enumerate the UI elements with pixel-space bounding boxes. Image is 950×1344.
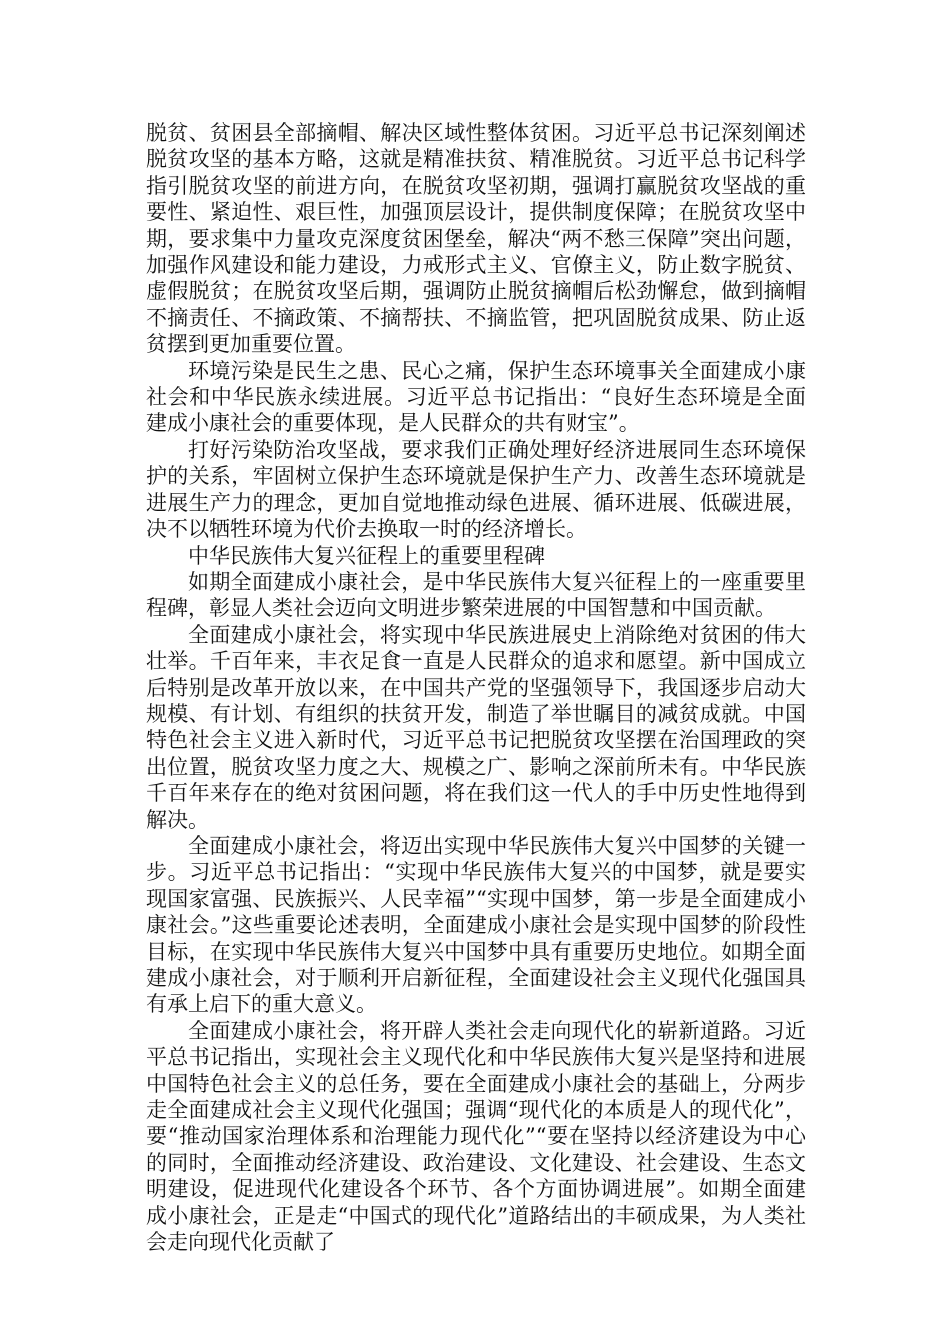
section-heading: 中华民族伟大复兴征程上的重要里程碑 [188, 543, 545, 568]
paragraph-chinese-dream: 全面建成小康社会，将迈出实现中华民族伟大复兴中国梦的关键一步。习近平总书记指出：“实现中华民族伟大复兴的中国梦，就是要实现国家富强、民族振兴、人民幸福”“实现中国梦，第一步是全面建成小康社会。”这些重要论述表明，全面建成小康社会是实现中国梦的阶段性目标，在实现中华民族伟大复兴中国梦中具有重要历史地位。如期全面建成小康社会，对于顺利开启新征程，全面建设社会主义现代化强国具有承上启下的重大意义。 [146, 833, 806, 1017]
paragraph-continued: 脱贫、贫困县全部摘帽、解决区域性整体贫困。习近平总书记深刻阐述脱贫攻坚的基本方略，这就是精准扶贫、精准脱贫。习近平总书记科学指引脱贫攻坚的前进方向，在脱贫攻坚初期，强调打赢脱贫攻坚战的重要性、紧迫性、艰巨性，加强顶层设计，提供制度保障；在脱贫攻坚中期，要求集中力量攻克深度贫困堡垒，解决“两不愁三保障”突出问题，加强作风建设和能力建设，力戒形式主义、官僚主义，防止数字脱贫、虚假脱贫；在脱贫攻坚后期，强调防止脱贫摘帽后松劲懈怠，做到摘帽不摘责任、不摘政策、不摘帮扶、不摘监管，把巩固脱贫成果、防止返贫摆到更加重要位置。 [146, 121, 806, 357]
paragraph-pollution: 打好污染防治攻坚战，要求我们正确处理好经济进展同生态环境保护的关系，牢固树立保护生态环境就是保护生产力、改善生态环境就是进展生产力的理念，更加自觉地推动绿色进展、循环进展、低碳进展，决不以牺牲环境为代价去换取一时的经济增长。 [146, 437, 806, 542]
paragraph-milestone: 如期全面建成小康社会，是中华民族伟大复兴征程上的一座重要里程碑，彰显人类社会迈向文明进步繁荣进展的中国智慧和中国贡献。 [146, 569, 806, 621]
paragraph-poverty: 全面建成小康社会，将实现中华民族进展史上消除绝对贫困的伟大壮举。千百年来，丰衣足食一直是人民群众的追求和愿望。新中国成立后特别是改革开放以来，在中国共产党的坚强领导下，我国逐步启动大规模、有计划、有组织的扶贫开发，制造了举世瞩目的减贫成就。中国特色社会主义进入新时代，习近平总书记把脱贫攻坚摆在治国理政的突出位置，脱贫攻坚力度之大、规模之广、影响之深前所未有。中华民族千百年来存在的绝对贫困问题，将在我们这一代人的手中历史性地得到解决。 [146, 622, 806, 832]
paragraph-environment: 环境污染是民生之患、民心之痛，保护生态环境事关全面建成小康社会和中华民族永续进展。习近平总书记指出：“良好生态环境是全面建成小康社会的重要体现，是人民群众的共有财宝”。 [146, 358, 806, 436]
paragraph-modernization: 全面建成小康社会，将开辟人类社会走向现代化的崭新道路。习近平总书记指出，实现社会主义现代化和中华民族伟大复兴是坚持和进展中国特色社会主义的总任务，要在全面建成小康社会的基础上，分两步走全面建成社会主义现代化强国；强调“现代化的本质是人的现代化”，要“推动国家治理体系和治理能力现代化”“要在坚持以经济建设为中心的同时，全面推动经济建设、政治建设、文化建设、社会建设、生态文明建设，促进现代化建设各个环节、各个方面协调进展”。如期全面建成小康社会，正是走“中国式的现代化”道路结出的丰硕成果，为人类社会走向现代化贡献了 [146, 1018, 806, 1255]
document-body [146, 120, 806, 1255]
